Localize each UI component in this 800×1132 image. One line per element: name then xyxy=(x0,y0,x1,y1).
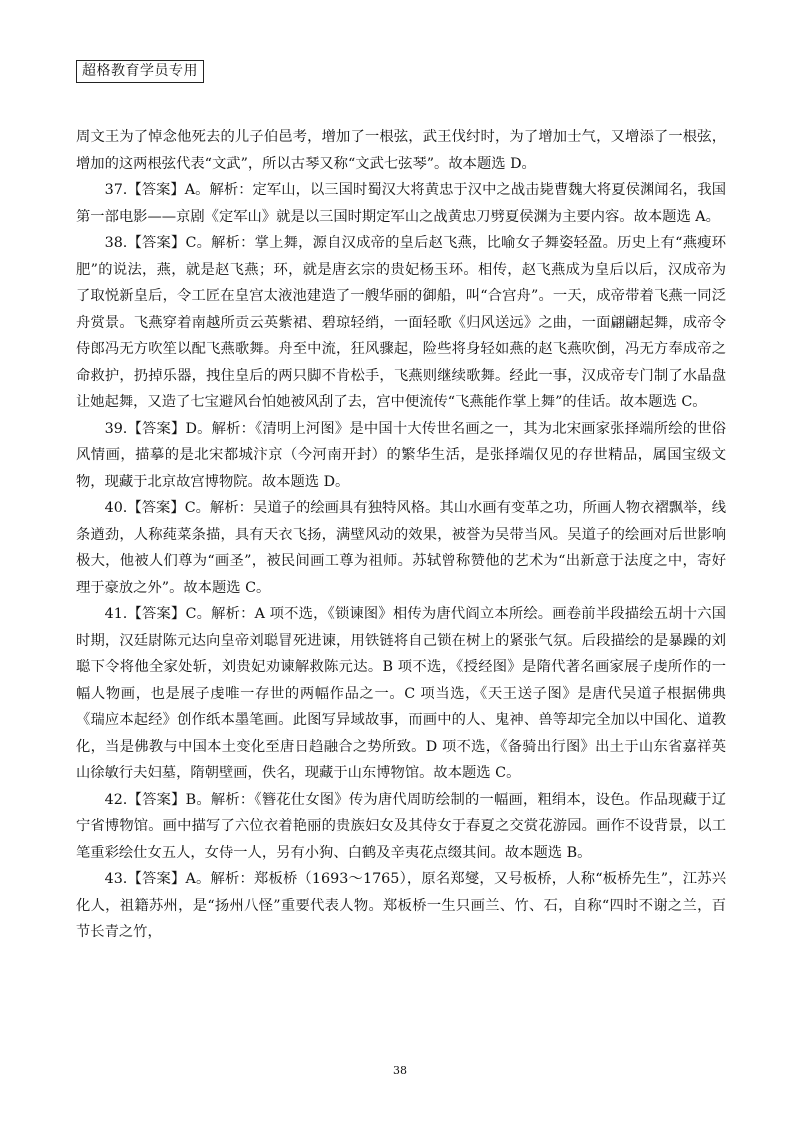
paragraph-43: 43.【答案】A。解析：郑板桥（1693～1765），原名郑燮，又号板桥，人称“板桥先生”，江苏兴化人，祖籍苏州，是“扬州八怪”重要代表人物。郑板桥一生只画兰、竹、石，自称“四时不谢之兰，百节长青之竹， xyxy=(76,871,726,940)
header-stamp: 超格教育学员专用 xyxy=(76,60,204,83)
paragraph-40: 40.【答案】C。解析：吴道子的绘画具有独特风格。其山水画有变革之功，所画人物衣褶飘举，线条遒劲，人称莼菜条描，具有天衣飞扬，满壁风动的效果，被誉为吴带当风。吴道子的绘画对后世影响极大，他被人们尊为“画圣”，被民间画工尊为祖师。苏轼曾称赞他的艺术为“出新意于法度之中，寄好理于豪放之外”。故本题选 C。 xyxy=(76,500,726,596)
paragraph-37: 37.【答案】A。解析：定军山，以三国时蜀汉大将黄忠于汉中之战击毙曹魏大将夏侯渊闻名，我国第一部电影——京剧《定军山》就是以三国时期定军山之战黄忠刀劈夏侯渊为主要内容。故本题选 A。 xyxy=(76,182,726,225)
paragraph-39: 39.【答案】D。解析：《清明上河图》是中国十大传世名画之一，其为北宋画家张择端所绘的世俗风情画，描摹的是北宋都城汴京（今河南开封）的繁华生活，是张择端仅见的存世精品，属国宝级文物，现藏于北京故宫博物院。故本题选 D。 xyxy=(76,420,726,490)
paragraph-38: 38.【答案】C。解析：掌上舞，源自汉成帝的皇后赵飞燕，比喻女子舞姿轻盈。历史上有“燕瘦环肥”的说法，燕，就是赵飞燕；环，就是唐玄宗的贵妃杨玉环。相传，赵飞燕成为皇后以后，汉成帝为了取悦新皇后，令工匠在皇宫太液池建造了一艘华丽的御船，叫“合宫舟”。一天，成帝带着飞燕一同泛舟赏景。飞燕穿着南越所贡云英紫裙、碧琼轻绡，一面轻歌《归风送远》之曲，一面翩翩起舞，成帝令侍郎冯无方吹笙以配飞燕歌舞。舟至中流，狂风骤起，险些将身轻如燕的赵飞燕吹倒，冯无方奉成帝之命救护，扔掉乐器，拽住皇后的两只脚不肯松手，飞燕则继续歌舞。经此一事，汉成帝专门制了水晶盘让她起舞，又造了七宝避风台怕她被风刮了去，宫中便流传“飞燕能作掌上舞”的佳话。故本题选 C。 xyxy=(76,235,726,410)
document-body xyxy=(76,124,726,946)
paragraph-41: 41.【答案】C。解析：A 项不选，《锁谏图》相传为唐代阎立本所绘。画卷前半段描绘五胡十六国时期，汉廷尉陈元达向皇帝刘聪冒死进谏，用铁链将自己锁在树上的紧张气氛。后段描绘的是暴躁的刘聪下令将他全家处斩，刘贵妃劝谏解救陈元达。B 项不选，《授经图》是隋代著名画家展子虔所作的一幅人物画，也是展子虔唯一存世的两幅作品之一。C 项当选，《天王送子图》是唐代吴道子根据佛典《瑞应本起经》创作纸本墨笔画。此图写异域故事，而画中的人、鬼神、兽等却完全加以中国化、道教化，当是佛教与中国本土变化至唐日趋融合之势所致。D 项不选，《备骑出行图》出土于山东省嘉祥英山徐敏行夫妇墓，隋朝壁画，佚名，现藏于山东博物馆。故本题选 C。 xyxy=(76,606,726,781)
page-number: 38 xyxy=(393,1064,407,1077)
paragraph-0: 周文王为了悼念他死去的儿子伯邑考，增加了一根弦，武王伐纣时，为了增加士气，又增添了一根弦，增加的这两根弦代表“文武”，所以古琴又称“文武七弦琴”。故本题选 D。 xyxy=(76,129,726,172)
paragraph-42: 42.【答案】B。解析：《簪花仕女图》传为唐代周昉绘制的一幅画，粗绢本，设色。作品现藏于辽宁省博物馆。画中描写了六位衣着艳丽的贵族妇女及其侍女于春夏之交赏花游园。画作不设背景，以工笔重彩绘仕女五人，女侍一人，另有小狗、白鹤及辛夷花点缀其间。故本题选 B。 xyxy=(76,791,726,861)
